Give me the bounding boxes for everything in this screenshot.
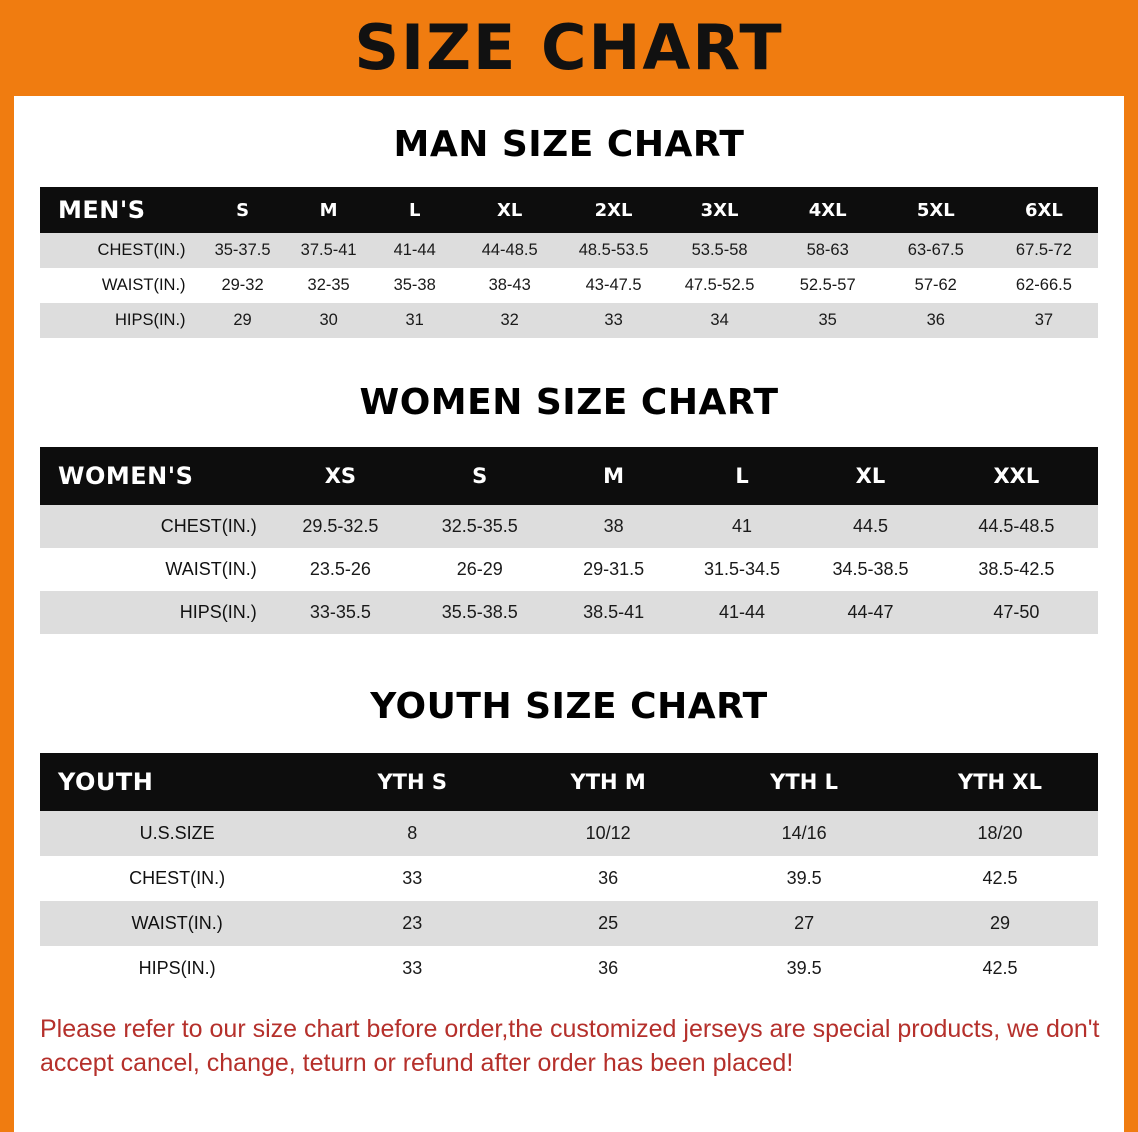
men-header-cell: 4XL: [774, 187, 882, 233]
row-label: HIPS(IN.): [40, 946, 314, 991]
table-cell: 37: [990, 303, 1098, 338]
table-cell: 33: [314, 946, 510, 991]
chart-content: [0, 124, 1138, 1081]
table-cell: 29-31.5: [549, 548, 677, 591]
table-cell: 36: [510, 946, 706, 991]
youth-header-cell: YTH M: [510, 753, 706, 811]
table-cell: 37.5-41: [286, 233, 372, 268]
table-cell: 14/16: [706, 811, 902, 856]
women-header-cell: XL: [806, 447, 934, 505]
table-cell: 30: [286, 303, 372, 338]
men-header-cell: M: [286, 187, 372, 233]
page-title: SIZE CHART: [354, 11, 784, 84]
table-cell: 63-67.5: [882, 233, 990, 268]
women-header-cell: XS: [271, 447, 410, 505]
men-header-cell: 5XL: [882, 187, 990, 233]
table-row: [40, 591, 1098, 634]
men-table-header-row: [40, 187, 1098, 233]
table-cell: 47-50: [935, 591, 1098, 634]
women-header-cell: S: [410, 447, 549, 505]
table-cell: 67.5-72: [990, 233, 1098, 268]
page-banner: [0, 0, 1138, 96]
table-cell: 42.5: [902, 946, 1098, 991]
men-header-cell: 2XL: [562, 187, 666, 233]
table-cell: 52.5-57: [774, 268, 882, 303]
table-cell: 42.5: [902, 856, 1098, 901]
table-cell: 53.5-58: [666, 233, 774, 268]
table-cell: 26-29: [410, 548, 549, 591]
table-cell: 38: [549, 505, 677, 548]
youth-header-cell: YOUTH: [40, 753, 314, 811]
row-label: HIPS(IN.): [40, 591, 271, 634]
row-label: U.S.SIZE: [40, 811, 314, 856]
table-cell: 41-44: [372, 233, 458, 268]
table-cell: 33: [314, 856, 510, 901]
table-cell: 29-32: [200, 268, 286, 303]
table-cell: 48.5-53.5: [562, 233, 666, 268]
table-cell: 38-43: [458, 268, 562, 303]
youth-header-cell: YTH S: [314, 753, 510, 811]
table-cell: 34.5-38.5: [806, 548, 934, 591]
women-header-cell: XXL: [935, 447, 1098, 505]
table-cell: 8: [314, 811, 510, 856]
table-cell: 29: [902, 901, 1098, 946]
table-cell: 44.5: [806, 505, 934, 548]
table-cell: 31.5-34.5: [678, 548, 806, 591]
table-cell: 35: [774, 303, 882, 338]
table-row: [40, 856, 1098, 901]
table-cell: 43-47.5: [562, 268, 666, 303]
table-cell: 57-62: [882, 268, 990, 303]
men-size-table: [40, 187, 1098, 338]
men-header-cell: XL: [458, 187, 562, 233]
table-cell: 32: [458, 303, 562, 338]
table-cell: 44-48.5: [458, 233, 562, 268]
table-cell: 23: [314, 901, 510, 946]
youth-size-table: [40, 753, 1098, 991]
row-label: CHEST(IN.): [40, 505, 271, 548]
table-cell: 23.5-26: [271, 548, 410, 591]
table-row: [40, 946, 1098, 991]
table-row: [40, 268, 1098, 303]
women-header-cell: L: [678, 447, 806, 505]
row-label: WAIST(IN.): [40, 268, 200, 303]
table-row: [40, 901, 1098, 946]
table-cell: 18/20: [902, 811, 1098, 856]
table-cell: 47.5-52.5: [666, 268, 774, 303]
table-cell: 44-47: [806, 591, 934, 634]
table-cell: 35.5-38.5: [410, 591, 549, 634]
table-cell: 29.5-32.5: [271, 505, 410, 548]
men-header-cell: 6XL: [990, 187, 1098, 233]
men-section-heading: MAN SIZE CHART: [393, 124, 745, 165]
women-table-header-row: [40, 447, 1098, 505]
women-header-cell: M: [549, 447, 677, 505]
table-cell: 29: [200, 303, 286, 338]
table-row: [40, 505, 1098, 548]
table-cell: 34: [666, 303, 774, 338]
table-cell: 33-35.5: [271, 591, 410, 634]
table-cell: 38.5-41: [549, 591, 677, 634]
row-label: CHEST(IN.): [40, 233, 200, 268]
women-header-cell: WOMEN'S: [40, 447, 271, 505]
table-cell: 32.5-35.5: [410, 505, 549, 548]
youth-table-header-row: [40, 753, 1098, 811]
table-cell: 39.5: [706, 946, 902, 991]
table-cell: 62-66.5: [990, 268, 1098, 303]
table-cell: 35-37.5: [200, 233, 286, 268]
table-cell: 27: [706, 901, 902, 946]
row-label: HIPS(IN.): [40, 303, 200, 338]
men-header-cell: S: [200, 187, 286, 233]
table-row: [40, 811, 1098, 856]
table-row: [40, 233, 1098, 268]
men-header-cell: MEN'S: [40, 187, 200, 233]
table-cell: 32-35: [286, 268, 372, 303]
table-cell: 36: [882, 303, 990, 338]
youth-section-heading: YOUTH SIZE CHART: [370, 686, 768, 727]
table-cell: 44.5-48.5: [935, 505, 1098, 548]
table-row: [40, 303, 1098, 338]
return-policy-note: Please refer to our size chart before order,the customized jerseys are special products, we don't accept cancel, change, teturn or refund after order has been placed!: [40, 1015, 1100, 1077]
women-size-table: [40, 447, 1098, 634]
table-row: [40, 548, 1098, 591]
youth-header-cell: YTH L: [706, 753, 902, 811]
table-cell: 39.5: [706, 856, 902, 901]
men-header-cell: L: [372, 187, 458, 233]
men-header-cell: 3XL: [666, 187, 774, 233]
table-cell: 41-44: [678, 591, 806, 634]
youth-header-cell: YTH XL: [902, 753, 1098, 811]
row-label: CHEST(IN.): [40, 856, 314, 901]
table-cell: 25: [510, 901, 706, 946]
row-label: WAIST(IN.): [40, 548, 271, 591]
row-label: WAIST(IN.): [40, 901, 314, 946]
table-cell: 35-38: [372, 268, 458, 303]
women-section-heading: WOMEN SIZE CHART: [359, 382, 779, 423]
table-cell: 36: [510, 856, 706, 901]
table-cell: 58-63: [774, 233, 882, 268]
table-cell: 41: [678, 505, 806, 548]
table-cell: 10/12: [510, 811, 706, 856]
table-cell: 31: [372, 303, 458, 338]
table-cell: 33: [562, 303, 666, 338]
table-cell: 38.5-42.5: [935, 548, 1098, 591]
